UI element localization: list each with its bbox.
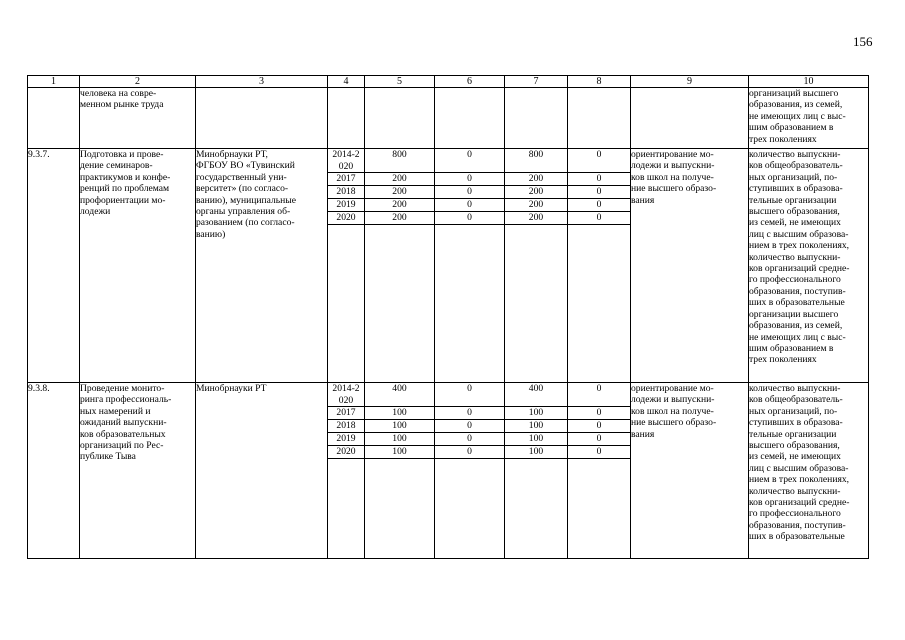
executors-line: государственный уни-	[196, 171, 287, 183]
header-col-4: 4	[328, 76, 365, 88]
table-row	[28, 383, 869, 559]
goal-line: вания	[631, 194, 655, 206]
year-cell: 2014-2020	[328, 383, 364, 407]
republic-funding-cell: 800	[505, 149, 567, 173]
other-funding-cell: 0	[568, 433, 630, 446]
total-funding-cell: 800	[365, 149, 434, 173]
year-column	[328, 149, 365, 383]
federal-funding-column	[435, 383, 505, 559]
table-row	[28, 149, 869, 383]
activity-name-line: менном рынке труда	[80, 99, 164, 111]
indicator-line: лиц с высшим образова-	[749, 228, 849, 240]
activity-name-line: ков образовательных	[80, 428, 166, 440]
total-funding-cell: 200	[365, 186, 434, 199]
federal-funding-cell: 0	[435, 212, 504, 225]
year-cell: 2018	[328, 420, 364, 433]
indicator-line: не имеющих лиц с выс-	[749, 331, 846, 343]
total-funding-cell: 100	[365, 446, 434, 459]
federal-funding-cell: 0	[435, 186, 504, 199]
year-cell: 2017	[328, 407, 364, 420]
header-col-3: 3	[196, 76, 328, 88]
executors-line: верситет» (по согласо-	[196, 183, 289, 195]
indicator-line: не имеющих лиц с выс-	[749, 110, 846, 122]
goal-line: ориентирование мо-	[631, 149, 714, 160]
activity-name-line: профориентации мо-	[80, 194, 166, 206]
indicator-line: из семей, не имеющих	[749, 451, 841, 463]
activity-name-line: организаций по Рес-	[80, 440, 164, 452]
header-col-5: 5	[365, 76, 435, 88]
header-col-7: 7	[505, 76, 568, 88]
header-col-10: 10	[749, 76, 869, 88]
indicator-line: трех поколениях	[749, 354, 817, 366]
activity-name	[80, 88, 196, 149]
indicator-line: шим образованием в	[749, 122, 834, 134]
other-funding-column	[568, 88, 631, 149]
indicator-line: образования, поступив-	[749, 519, 846, 531]
indicator-line: шим образованием в	[749, 342, 834, 354]
total-funding-cell: 100	[365, 420, 434, 433]
indicator-line: организации высшего	[749, 308, 839, 320]
indicator-line: ков организаций средне-	[749, 263, 850, 275]
indicator-line: ступивших в образова-	[749, 417, 843, 429]
activity-name-line: ных намерений и	[80, 405, 151, 417]
indicator-line: высшего образования,	[749, 440, 840, 452]
indicator-line: образования, из семей,	[749, 320, 843, 332]
indicator-line: количество выпускни-	[749, 383, 841, 394]
indicator-line: образования, поступив-	[749, 285, 846, 297]
total-funding-cell: 100	[365, 433, 434, 446]
indicator-line: количество выпускни-	[749, 251, 841, 263]
executors-line: Минобрнауки РТ	[196, 383, 267, 394]
goal	[631, 383, 749, 559]
republic-funding-cell: 100	[505, 446, 567, 459]
executors-line: ФГБОУ ВО «Тувинский	[196, 160, 295, 172]
activity-name-line: ренций по проблемам	[80, 183, 170, 195]
row-number: 9.3.8.	[28, 383, 80, 559]
activity-name	[80, 383, 196, 559]
row-number: 9.3.7.	[28, 149, 80, 383]
federal-funding-cell: 0	[435, 433, 504, 446]
other-funding-cell: 0	[568, 407, 630, 420]
other-funding-column	[568, 383, 631, 559]
year-cell: 2014-2020	[328, 149, 364, 173]
row-number	[28, 88, 80, 149]
executors-line: разованием (по согласо-	[196, 217, 295, 229]
republic-funding-cell: 200	[505, 199, 567, 212]
indicator-line: ков организаций средне-	[749, 497, 850, 509]
total-funding-column	[365, 149, 435, 383]
indicator-line: ных организаций, по-	[749, 171, 838, 183]
activity-name-line: практикумов и конфе-	[80, 171, 171, 183]
activity-name-line: публике Тыва	[80, 451, 136, 463]
republic-funding-cell: 200	[505, 212, 567, 225]
executors	[196, 88, 328, 149]
goal-line: ориентирование мо-	[631, 383, 714, 394]
goal-line: ние высшего образо-	[631, 417, 717, 429]
year-column	[328, 88, 365, 149]
indicator-line: лиц с высшим образова-	[749, 462, 849, 474]
header-row	[28, 76, 869, 88]
activity-name	[80, 149, 196, 383]
activity-name-line: лодежи	[80, 206, 111, 218]
indicator-line: ших в образовательные	[749, 297, 845, 309]
federal-funding-cell: 0	[435, 149, 504, 173]
indicator-line: тельные организации	[749, 194, 837, 206]
executors-line: Минобрнауки РТ,	[196, 149, 268, 160]
total-funding-cell: 200	[365, 212, 434, 225]
federal-funding-cell: 0	[435, 407, 504, 420]
executors-line: ванию), муниципальные	[196, 194, 296, 206]
other-funding-cell: 0	[568, 186, 630, 199]
indicator-line: образования, из семей,	[749, 99, 843, 111]
indicator-line: ных организаций, по-	[749, 405, 838, 417]
indicator-line: высшего образования,	[749, 206, 840, 218]
indicator-line: из семей, не имеющих	[749, 217, 841, 229]
total-funding-cell: 400	[365, 383, 434, 407]
header-col-8: 8	[568, 76, 631, 88]
activity-name-line: дение семинаров-	[80, 160, 153, 172]
page-number: 156	[853, 34, 873, 49]
republic-funding-column	[505, 383, 568, 559]
year-cell: 2020	[328, 212, 364, 225]
goal-line: ков школ на получе-	[631, 171, 714, 183]
other-funding-cell: 0	[568, 149, 630, 173]
executors-line: ванию)	[196, 228, 226, 240]
program-table	[27, 75, 869, 559]
republic-funding-cell: 100	[505, 420, 567, 433]
federal-funding-column	[435, 88, 505, 149]
indicator-line: нием в трех поколениях,	[749, 240, 850, 252]
activity-name-line: человека на совре-	[80, 88, 157, 99]
indicator-line: ших в образовательные	[749, 531, 845, 543]
goal-line: ков школ на получе-	[631, 405, 714, 417]
activity-name-line: ринга профессиональ-	[80, 394, 172, 406]
header-col-1: 1	[28, 76, 80, 88]
federal-funding-cell: 0	[435, 199, 504, 212]
activity-name-line: Проведение монито-	[80, 383, 165, 394]
other-funding-cell: 0	[568, 199, 630, 212]
goal-line: лодежи и выпускни-	[631, 394, 715, 406]
federal-funding-cell: 0	[435, 420, 504, 433]
indicator	[749, 383, 869, 559]
republic-funding-cell: 200	[505, 186, 567, 199]
executors	[196, 149, 328, 383]
republic-funding-cell: 400	[505, 383, 567, 407]
total-funding-column	[365, 383, 435, 559]
federal-funding-cell: 0	[435, 383, 504, 407]
other-funding-column	[568, 149, 631, 383]
indicator-line: количество выпускни-	[749, 485, 841, 497]
republic-funding-column	[505, 149, 568, 383]
total-funding-cell: 100	[365, 407, 434, 420]
year-column	[328, 383, 365, 559]
total-funding-cell: 200	[365, 199, 434, 212]
republic-funding-column	[505, 88, 568, 149]
goal	[631, 149, 749, 383]
republic-funding-cell: 200	[505, 173, 567, 186]
federal-funding-column	[435, 149, 505, 383]
indicator-line: го профессионального	[749, 274, 841, 286]
indicator-line: трех поколениях	[749, 133, 817, 145]
indicator-line: нием в трех поколениях,	[749, 474, 850, 486]
goal-line: ние высшего образо-	[631, 183, 717, 195]
total-funding-cell: 200	[365, 173, 434, 186]
activity-name-line: ожиданий выпускни-	[80, 417, 167, 429]
goal-line: вания	[631, 428, 655, 440]
year-cell: 2019	[328, 199, 364, 212]
indicator	[749, 88, 869, 149]
table-row	[28, 88, 869, 149]
other-funding-cell: 0	[568, 420, 630, 433]
total-funding-column	[365, 88, 435, 149]
year-cell: 2018	[328, 186, 364, 199]
header-col-6: 6	[435, 76, 505, 88]
other-funding-cell: 0	[568, 383, 630, 407]
federal-funding-cell: 0	[435, 446, 504, 459]
other-funding-cell: 0	[568, 212, 630, 225]
republic-funding-cell: 100	[505, 407, 567, 420]
indicator-line: ступивших в образова-	[749, 183, 843, 195]
republic-funding-cell: 100	[505, 433, 567, 446]
indicator-line: го профессионального	[749, 508, 841, 520]
year-cell: 2020	[328, 446, 364, 459]
header-col-9: 9	[631, 76, 749, 88]
year-cell: 2017	[328, 173, 364, 186]
indicator-line: количество выпускни-	[749, 149, 841, 160]
indicator-line: ков общеобразователь-	[749, 394, 843, 406]
goal	[631, 88, 749, 149]
other-funding-cell: 0	[568, 446, 630, 459]
indicator-line: организаций высшего	[749, 88, 839, 99]
year-cell: 2019	[328, 433, 364, 446]
executors	[196, 383, 328, 559]
activity-name-line: Подготовка и прове-	[80, 149, 164, 160]
goal-line: лодежи и выпускни-	[631, 160, 715, 172]
indicator	[749, 149, 869, 383]
header-col-2: 2	[80, 76, 196, 88]
federal-funding-cell: 0	[435, 173, 504, 186]
executors-line: органы управления об-	[196, 206, 291, 218]
indicator-line: тельные организации	[749, 428, 837, 440]
other-funding-cell: 0	[568, 173, 630, 186]
indicator-line: ков общеобразователь-	[749, 160, 843, 172]
